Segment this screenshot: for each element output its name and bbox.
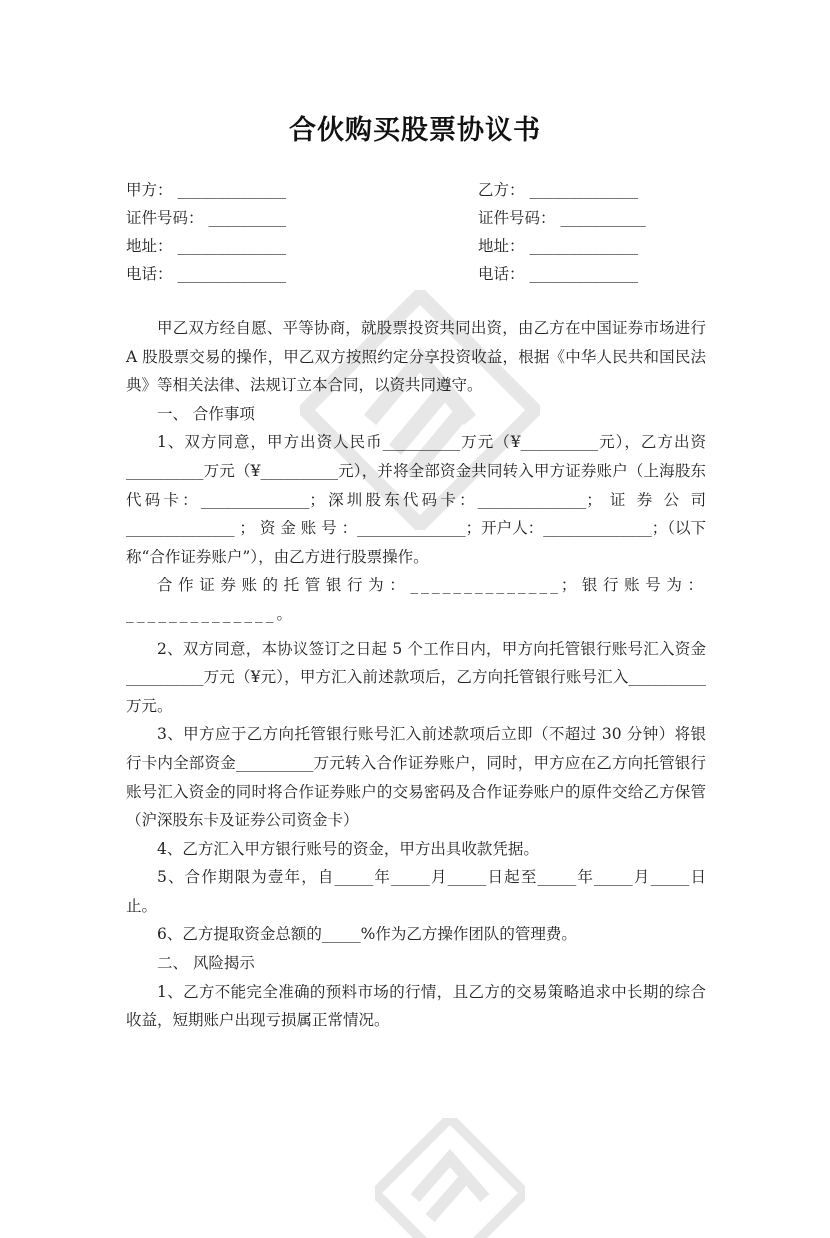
party-a-name-label: 甲方： (126, 181, 173, 199)
party-a-id-label: 证件号码： (126, 209, 204, 227)
party-a-address-label: 地址： (126, 237, 173, 255)
party-b-phone-row (478, 260, 646, 288)
section-1-clause-5: 5、合作期限为壹年，自_____年_____月_____日起至_____年_____月_____日止。 (126, 868, 706, 915)
party-b-id-row (478, 204, 646, 232)
document-title: 合伙购买股票协议书 (289, 115, 541, 146)
party-a-address-field[interactable]: ______________ (177, 237, 286, 255)
section-1-clause-4: 4、乙方汇入甲方银行账号的资金，甲方出具收款凭据。 (157, 839, 539, 858)
party-a-block (126, 176, 286, 288)
section-1-clause-6: 6、乙方提取资金总额的_____%作为乙方操作团队的管理费。 (157, 925, 577, 944)
party-a-id-row (126, 204, 286, 232)
party-b-phone-field[interactable]: ______________ (529, 265, 638, 283)
party-a-phone-label: 电话： (126, 265, 173, 283)
party-a-address-row (126, 232, 286, 260)
party-a-name-row (126, 176, 286, 204)
party-b-address-row (478, 232, 646, 260)
section-2-clause-1: 1、乙方不能完全准确的预料市场的行情，且乙方的交易策略追求中长期的综合收益，短期账户出现亏损属正常情况。 (126, 982, 706, 1030)
party-b-name-label: 乙方： (478, 181, 525, 199)
party-b-block (478, 176, 646, 288)
party-b-id-field[interactable]: ___________ (560, 209, 646, 227)
section-1-clause-1: 1、双方同意，甲方出资人民币__________万元（¥__________元），乙方出资__________万元（¥__________元），并将全部资金共同转入甲方证券账户（上海股东代码卡：______________；深圳股东代码卡：______________； 证 券 公 司 ______________ ； 资 金 账 号 ：______________；开户人：______________；（以下称“合作证券账户”），由乙方进行股票操作。 (126, 433, 706, 566)
section-1-clause-3: 3、甲方应于乙方向托管银行账号汇入前述款项后立即（不超过 30 分钟）将银行卡内全部资金__________万元转入合作证券账户，同时，甲方应在乙方向托管银行账号汇入资金的同时将合作证券账户的交易密码及合作证券账户的原件交给乙方保管（沪深股东卡及证券公司资金卡） (126, 725, 706, 830)
party-b-address-label: 地址： (478, 237, 525, 255)
party-b-name-row (478, 176, 646, 204)
party-b-id-label: 证件号码： (478, 209, 556, 227)
section-1-custody-bank: 合作证券账的托管银行为：______________；银行账号为：______________。 (126, 576, 706, 623)
section-1-clause-2: 2、双方同意，本协议签订之日起 5 个工作日内，甲方向托管银行账号汇入资金__________万元（¥元），甲方汇入前述款项后，乙方向托管银行账号汇入__________万元。 (126, 639, 706, 715)
party-b-phone-label: 电话： (478, 265, 525, 283)
watermark-logo-icon (375, 1118, 525, 1238)
party-a-phone-row (126, 260, 286, 288)
party-b-address-field[interactable]: ______________ (529, 237, 638, 255)
party-a-name-field[interactable]: ______________ (177, 181, 286, 199)
section-1-heading: 一、 合作事项 (157, 404, 255, 423)
section-2-heading: 二、 风险揭示 (157, 954, 255, 973)
party-b-name-field[interactable]: ______________ (529, 181, 638, 199)
party-a-phone-field[interactable]: ______________ (177, 265, 286, 283)
document-body (126, 314, 706, 1035)
intro-paragraph: 甲乙双方经自愿、平等协商，就股票投资共同出资，由乙方在中国证券市场进行 A 股股票交易的操作，甲乙双方按照约定分享投资收益，根据《中华人民共和国民法典》等相关法律、法规订立本合同，以资共同遵守。 (126, 319, 706, 395)
party-a-id-field[interactable]: __________ (208, 209, 286, 227)
